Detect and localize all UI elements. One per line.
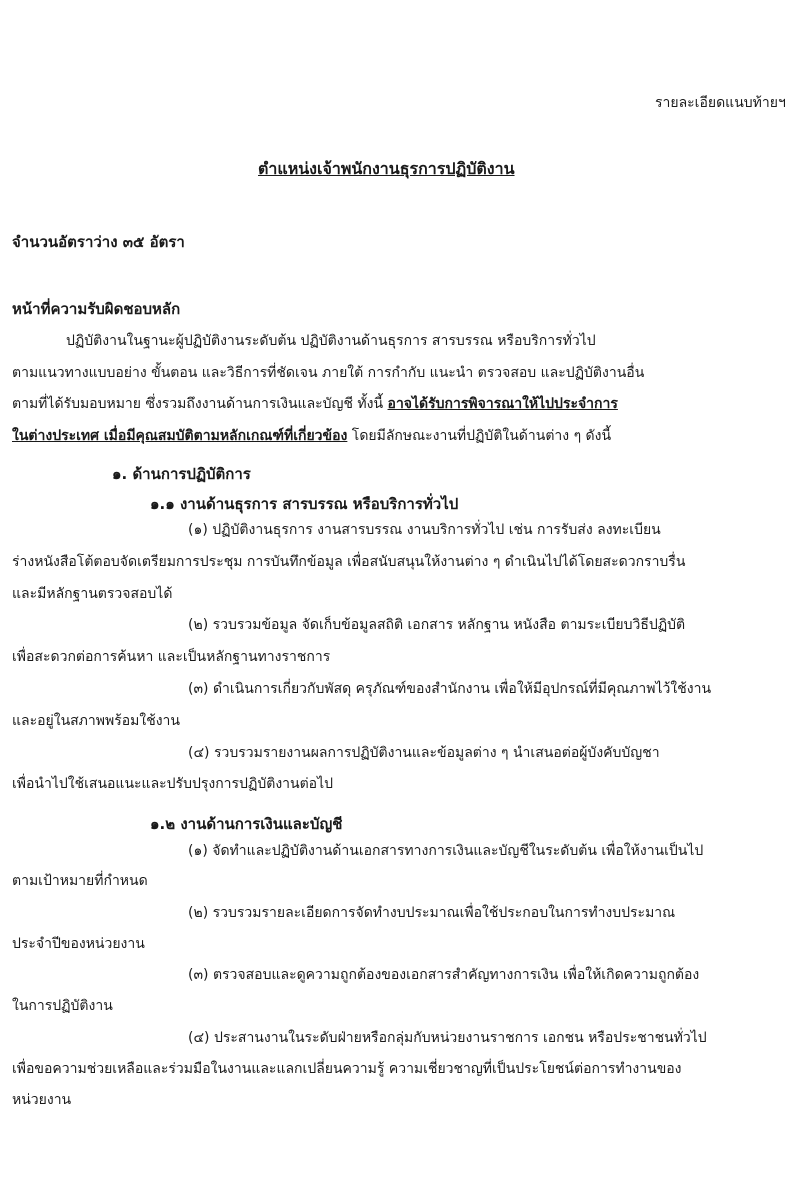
vacancy-count: จำนวนอัตราว่าง ๓๕ อัตรา [12,233,185,251]
intro-line-4 [12,425,611,447]
item-1-1-3-line-1: (๓) ดำเนินการเกี่ยวกับพัสดุ ครุภัณฑ์ของสำนักงาน เพื่อให้มีอุปกรณ์ที่มีคุณภาพไว้ใช้งาน [188,681,712,697]
section-1-heading: ๑. ด้านการปฏิบัติการ [112,465,251,483]
item-1-1-4-line-2: เพื่อนำไปใช้เสนอแนะและปรับปรุงการปฏิบัติงานต่อไป [12,776,334,792]
item-1-1-3-line-2: และอยู่ในสภาพพร้อมใช้งาน [12,713,180,729]
intro-line-2: ตามแนวทางแบบอย่าง ขั้นตอน และวิธีการที่ชัดเจน ภายใต้ การกำกับ แนะนำ ตรวจสอบ และปฏิบัติงานอื่น [12,365,645,381]
item-1-2-2-line-1: (๒) รวบรวมรายละเอียดการจัดทำงบประมาณเพื่อใช้ประกอบในการทำงบประมาณ [188,905,676,921]
duties-heading: หน้าที่ความรับผิดชอบหลัก [12,300,181,318]
item-1-2-1-line-1: (๑) จัดทำและปฏิบัติงานด้านเอกสารทางการเงินและบัญชีในระดับต้น เพื่อให้งานเป็นไป [188,843,704,859]
intro-emphasis-2: ในต่างประเทศ เมื่อมีคุณสมบัติตามหลักเกณฑ์ที่เกี่ยวข้อง [12,428,348,444]
item-1-2-4-line-3: หน่วยงาน [12,1092,72,1108]
attachment-note: รายละเอียดแนบท้ายฯ [655,95,786,111]
intro-line-4-plain: โดยมีลักษณะงานที่ปฏิบัติในด้านต่าง ๆ ดังนี้ [347,428,612,444]
subsection-1-2-heading: ๑.๒ งานด้านการเงินและบัญชี [150,815,343,833]
item-1-2-2-line-2: ประจำปีของหน่วยงาน [12,936,145,952]
intro-line-3 [12,393,618,415]
item-1-1-4-line-1: (๔) รวบรวมรายงานผลการปฏิบัติงานและข้อมูลต่าง ๆ นำเสนอต่อผู้บังคับบัญชา [188,745,660,761]
item-1-1-1-line-2: ร่างหนังสือโต้ตอบจัดเตรียมการประชุม การบันทึกข้อมูล เพื่อสนับสนุนให้งานต่าง ๆ ดำเนินไปได้โดยสะดวกราบรื่น [12,554,686,570]
page-title: ตำแหน่งเจ้าพนักงานธุรการปฏิบัติงาน [258,159,515,178]
item-1-2-4-line-1: (๔) ประสานงานในระดับฝ่ายหรือกลุ่มกับหน่วยงานราชการ เอกชน หรือประชาชนทั่วไป [188,1030,707,1046]
intro-line-3-plain: ตามที่ได้รับมอบหมาย ซึ่งรวมถึงงานด้านการเงินและบัญชี ทั้งนี้ [12,396,388,412]
item-1-2-4-line-2: เพื่อขอความช่วยเหลือและร่วมมือในงานและแลกเปลี่ยนความรู้ ความเชี่ยวชาญที่เป็นประโยชน์ต่อการทำงานของ [12,1061,682,1077]
item-1-1-2-line-1: (๒) รวบรวมข้อมูล จัดเก็บข้อมูลสถิติ เอกสาร หลักฐาน หนังสือ ตามระเบียบวิธีปฏิบัติ [188,617,686,633]
item-1-2-3-line-1: (๓) ตรวจสอบและดูความถูกต้องของเอกสารสำคัญทางการเงิน เพื่อให้เกิดความถูกต้อง [188,967,700,983]
item-1-1-2-line-2: เพื่อสะดวกต่อการค้นหา และเป็นหลักฐานทางราชการ [12,649,331,665]
item-1-1-1-line-3: และมีหลักฐานตรวจสอบได้ [12,586,173,602]
subsection-1-1-heading: ๑.๑ งานด้านธุรการ สารบรรณ หรือบริการทั่วไป [150,495,459,513]
item-1-2-1-line-2: ตามเป้าหมายที่กำหนด [12,873,148,889]
item-1-2-3-line-2: ในการปฏิบัติงาน [12,998,113,1014]
intro-line-1: ปฏิบัติงานในฐานะผู้ปฏิบัติงานระดับต้น ปฏิบัติงานด้านธุรการ สารบรรณ หรือบริการทั่วไป [66,333,596,349]
item-1-1-1-line-1: (๑) ปฏิบัติงานธุรการ งานสารบรรณ งานบริการทั่วไป เช่น การรับส่ง ลงทะเบียน [188,522,661,538]
intro-emphasis-1: อาจได้รับการพิจารณาให้ไปประจำการ [387,396,618,412]
